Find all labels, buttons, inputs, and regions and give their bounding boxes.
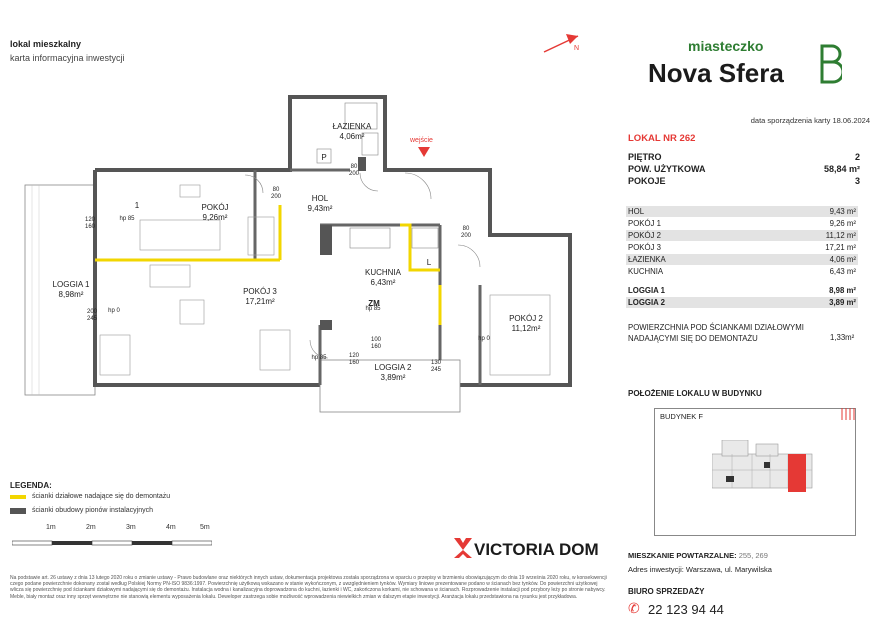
room-row: POKÓJ 1 9,26 m² <box>628 219 856 228</box>
room-row: HOL 9,43 m² <box>628 207 856 216</box>
building-keyplan <box>712 440 820 500</box>
window-dim: 120 160 <box>84 217 95 230</box>
room-row: KUCHNIA 6,43 m² <box>628 267 856 276</box>
sill-height: hp 0 <box>108 308 120 314</box>
sales-office-title: BIURO SPRZEDAŻY <box>628 587 705 596</box>
demolition-area-value: 1,33m² <box>830 333 855 342</box>
legend-item: ścianki działowe nadające się do demontażu <box>32 493 171 500</box>
room-label-loggia1: LOGGIA 1 8,98m² <box>52 280 90 299</box>
legend-swatch-demolition <box>10 495 26 499</box>
sill-height: hp 85 <box>119 216 135 222</box>
scale-label: 3m <box>126 524 136 531</box>
brand-b-logo-icon <box>818 44 842 84</box>
door-dim: 80 200 <box>270 187 281 200</box>
sill-height: hp 85 <box>365 306 381 312</box>
room-label-kitchen: KUCHNIA 6,43m² <box>364 268 401 287</box>
document-title: lokal mieszkalny <box>10 39 82 49</box>
door-dim: 130 245 <box>430 360 441 373</box>
closet-label: P <box>321 153 327 162</box>
scale-label: 4m <box>166 524 176 531</box>
sill-height: hp 0 <box>478 336 490 342</box>
closet-label: L <box>426 258 432 267</box>
scale-bar <box>12 524 212 552</box>
legend-title: LEGENDA: <box>10 481 52 490</box>
room-label-loggia2: LOGGIA 2 3,89m² <box>374 363 412 382</box>
sill-height: hp 85 <box>311 355 327 361</box>
summary-rooms: POKOJE 3 <box>628 176 860 186</box>
room-label-hall: HOL 9,43m² <box>307 194 333 213</box>
scale-label: 1m <box>46 524 56 531</box>
scale-label: 2m <box>86 524 96 531</box>
room-label-room1: POKÓJ 9,26m² <box>201 203 229 222</box>
room-row: ŁAZIENKA 4,06 m² <box>628 255 856 264</box>
room-label-room2: POKÓJ 2 11,12m² <box>509 314 543 333</box>
legend-swatch-installation <box>10 508 26 514</box>
position-title: POŁOŻENIE LOKALU W BUDYNKU <box>628 389 762 398</box>
sales-phone[interactable]: 22 123 94 44 <box>648 602 724 617</box>
unit-number: LOKAL NR 262 <box>628 133 696 144</box>
water-meter-label: ZM <box>368 299 380 308</box>
loggia-row: LOGGIA 1 8,98 m² <box>628 286 856 295</box>
summary-floor: PIĘTRO 2 <box>628 152 860 162</box>
room-row: POKÓJ 2 11,12 m² <box>628 231 856 240</box>
creation-date: data sporządzenia karty 18.06.2024 <box>750 116 870 125</box>
door-dim: 80 200 <box>460 226 471 239</box>
repeat-units: MIESZKANIE POWTARZALNE: 255, 269 <box>628 551 768 560</box>
door-dim: 200 245 <box>86 309 97 322</box>
scale-label: 5m <box>200 524 210 531</box>
document-subtitle: karta informacyjna inwestycji <box>10 53 125 63</box>
window-dim: 120 160 <box>348 353 359 366</box>
building-label: BUDYNEK F <box>660 412 703 421</box>
north-arrow-icon <box>540 28 584 56</box>
red-corner-marker <box>840 408 856 420</box>
developer-logo-text: VICTORIA DOM <box>474 540 599 559</box>
window-dim: 100 160 <box>370 337 381 350</box>
investment-address: Adres inwestycji: Warszawa, ul. Marywilska <box>628 565 772 574</box>
room-row: POKÓJ 3 17,21 m² <box>628 243 856 252</box>
phone-icon: ✆ <box>628 600 640 616</box>
svg-text:N: N <box>574 45 580 52</box>
victoria-dom-logo-icon <box>452 536 474 560</box>
room-label-room3: POKÓJ 3 17,21m² <box>243 287 277 306</box>
loggia-row: LOGGIA 2 3,89 m² <box>628 298 856 307</box>
legal-footer: Na podstawie art. 26 ustawy z dnia 13 lutego 2020 roku o zmianie ustawy - Prawo budowlane oraz niektórych innych ustaw, dokumentacja projektowa została sporządzona w oparciu o przepisy w brzmieniu obowiązującym do dnia 19 września 2020 roku, w konsekwencji czego podane powierzchnie dokonany został według Polskiej Normy PN-ISO 9836:1997. Powierzchnię użytkową wskazano w stanie wykończonym, z uwzględnieniem tynków. Wymiary liniowe prezentowane podano w ścianach bez tynków. Do powierzchni użytkowej wlicza się powierzchnię pod ściankami działowymi nadającymi się do demontażu. Instalacja wodna i kanalizacyjna doprowadzona do kuchni, łazienki i WC, zakończona korkami, nie schowana w ścianach. Rozprowadzenie instalacji pod przybory leży po stronie nabywcy. Meble, biały montaż oraz inny sprzęt wewnętrzne nie stanowią elementu wyposażenia lokalu. Deweloper zastrzega sobie możliwość wprowadzenia niewielkich zmian w dalszym etapie inwestycji. Aranżacja lokalu przedstawiona na rysunku jest przykładowa. <box>10 575 607 600</box>
brand-tagline: miasteczko <box>688 38 764 54</box>
door-dim: 80 200 <box>348 164 359 177</box>
entrance-label: wejście <box>410 137 433 144</box>
room-label-bathroom: ŁAZIENKA 4,06m² <box>332 122 372 141</box>
demolition-area-label: POWIERZCHNIA POD ŚCIANKAMI DZIAŁOWYMI NADAJĄCYMI SIĘ DO DEMONTAŻU <box>628 323 804 343</box>
floor-plan <box>20 95 590 415</box>
brand-logo-text: Nova Sfera <box>648 58 784 88</box>
legend-item: ścianki obudowy pionów instalacyjnych <box>32 507 154 514</box>
window-number: 1 <box>134 201 140 210</box>
summary-area: POW. UŻYTKOWA 58,84 m² <box>628 164 860 174</box>
